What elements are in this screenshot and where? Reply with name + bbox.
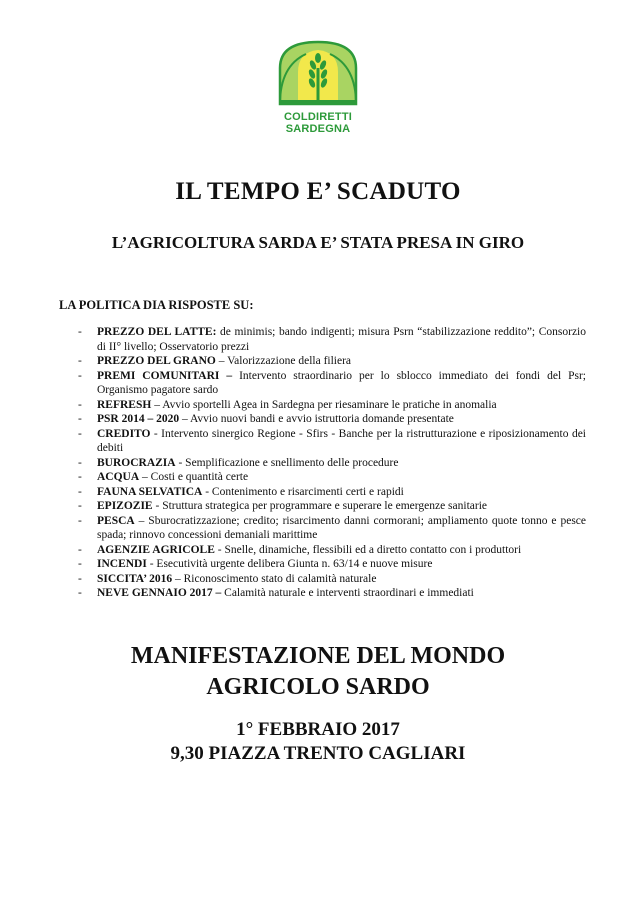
list-item (78, 543, 586, 558)
coldiretti-logo (276, 38, 360, 148)
wheat-shield-icon (276, 38, 360, 112)
list-item (78, 485, 586, 500)
item-text: – Sburocratizzazione; credito; risarcimento danni cormorani; ampliamento quote tonno e pesce spada; rinnovo concessioni demaniali marittime (97, 514, 586, 541)
item-lead: PREZZO DEL LATTE: (97, 326, 217, 338)
list-item (78, 557, 586, 572)
item-lead: PSR 2014 – 2020 (97, 413, 180, 425)
item-text: - Contenimento e risarcimenti certi e rapidi (202, 485, 404, 498)
item-text: – Avvio sportelli Agea in Sardegna per riesaminare le pratiche in anomalia (151, 398, 497, 411)
list-item (78, 499, 586, 514)
item-text: Calamità naturale e interventi straordinari e immediati (221, 587, 474, 599)
dash-bullet: - (78, 572, 82, 585)
item-lead: SICCITA’ 2016 (97, 572, 173, 585)
dash-bullet: - (78, 514, 82, 527)
logo-brand-line2: SARDEGNA (285, 123, 351, 135)
manifestation-line2: AGRICOLO SARDO (206, 674, 430, 700)
dash-bullet: - (78, 558, 82, 570)
item-text: - Snelle, dinamiche, flessibili ed a diretto contatto con i produttori (214, 543, 522, 556)
list-item (78, 514, 586, 543)
item-lead: CREDITO (97, 427, 151, 440)
item-lead: PESCA (97, 514, 135, 527)
event-details (0, 718, 636, 766)
list-item (78, 456, 586, 471)
list-item (78, 354, 586, 369)
item-text: - Intervento sinergico Regione - Sfirs - Banche per la ristrutturazione e riposizionamento dei debiti (97, 427, 586, 454)
list-item (78, 572, 586, 587)
logo-brand-line1: COLDIRETTI (284, 111, 352, 123)
item-text: - Semplificazione e snellimento delle procedure (175, 456, 399, 469)
dash-bullet: - (78, 355, 82, 367)
dash-bullet: - (78, 398, 82, 411)
list-item (78, 398, 586, 413)
list-item (78, 325, 586, 354)
dash-bullet: - (78, 471, 82, 483)
manifestation-heading (0, 641, 636, 703)
item-lead: NEVE GENNAIO 2017 – (97, 587, 222, 599)
list-item (78, 470, 586, 485)
list-item (78, 369, 586, 398)
dash-bullet: - (78, 485, 82, 498)
list-item (78, 427, 586, 456)
list-item (78, 586, 586, 601)
item-lead: PREMI COMUNITARI – (97, 369, 233, 382)
event-place: 9,30 PIAZZA TRENTO CAGLIARI (170, 743, 466, 764)
item-text: - Esecutività urgente delibera Giunta n. 63/14 e nuove misure (146, 558, 433, 570)
dash-bullet: - (78, 326, 82, 338)
dash-bullet: - (78, 456, 82, 469)
item-lead: AGENZIE AGRICOLE (97, 543, 215, 556)
dash-bullet: - (78, 587, 82, 599)
item-text: – Riconoscimento stato di calamità naturale (172, 572, 377, 585)
item-lead: BUROCRAZIA (97, 456, 176, 469)
item-lead: PREZZO DEL GRANO (97, 355, 216, 367)
item-lead: FAUNA SELVATICA (97, 485, 203, 498)
page-title: IL TEMPO E’ SCADUTO (175, 178, 461, 205)
logo-brand-text (276, 111, 360, 135)
item-text: – Costi e quantità certe (139, 471, 249, 483)
event-date: 1° FEBBRAIO 2017 (236, 719, 400, 740)
item-lead: ACQUA (97, 471, 140, 483)
dash-bullet: - (78, 413, 82, 425)
item-lead: EPIZOZIE (97, 500, 153, 512)
item-text: – Avvio nuovi bandi e avvio istruttoria domande presentate (179, 413, 454, 425)
dash-bullet: - (78, 427, 82, 440)
item-text: - Struttura strategica per programmare e superare le emergenze sanitarie (152, 500, 488, 512)
demands-list (78, 325, 586, 601)
dash-bullet: - (78, 500, 82, 512)
item-text: de minimis; bando indigenti; misura Psrn “stabilizzazione reddito”; Consorzio di II° livello; Osservatorio prezzi (97, 326, 586, 353)
item-text: Intervento straordinario per lo sblocco immediato dei fondi del Psr; Organismo pagatore sardo (97, 369, 586, 396)
list-item (78, 412, 586, 427)
dash-bullet: - (78, 369, 82, 382)
manifestation-line1: MANIFESTAZIONE DEL MONDO (130, 643, 506, 669)
item-lead: INCENDI (97, 558, 147, 570)
page-subtitle: L’AGRICOLTURA SARDA E’ STATA PRESA IN GIRO (111, 233, 525, 252)
item-lead: REFRESH (97, 398, 152, 411)
item-text: – Valorizzazione della filiera (215, 355, 352, 367)
dash-bullet: - (78, 543, 82, 556)
section-heading: LA POLITICA DIA RISPOSTE SU: (59, 298, 254, 312)
